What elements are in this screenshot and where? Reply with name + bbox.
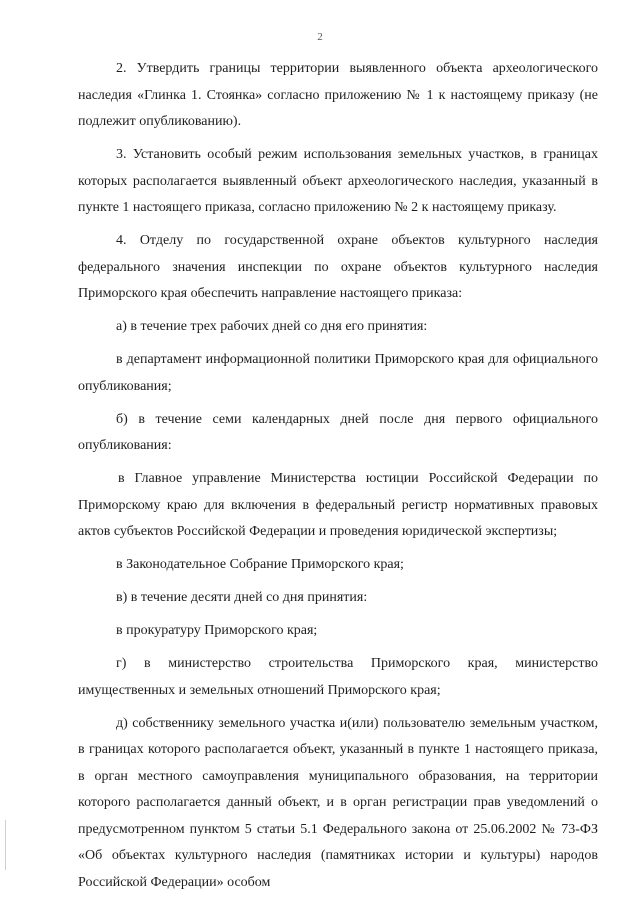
recipient-department-info-policy: в департамент информационной политики Приморского края для официального опубликования; [78, 352, 598, 394]
subitem-v: в) в течение десяти дней со дня принятия: [116, 590, 368, 605]
subitem-b: б) в течение семи календарных дней после дня первого официального опубликования: [78, 411, 598, 453]
subitem-d: д) собственнику земельного участка и(или) пользователю земельным участком, в границах которого располагается объект, указанный в пункте 1 настоящего приказа, в орган местного самоуправления муниципального образования, на территории которого располагается данный объект, и в орган регистрации прав уведомлений о предусмотренном пунктом 5 статьи 5.1 Федерального закона от 25.06.2002 № 73-ФЗ «Об объектах культурного наследия (памятниках истории и культуры) народов Российской Федерации» особом [78, 715, 598, 890]
scan-artifact-line [5, 820, 6, 870]
recipient-legislative-assembly: в Законодательное Собрание Приморского края; [116, 557, 404, 572]
recipient-prosecutor: в прокуратуру Приморского края; [116, 623, 318, 638]
recipient-ministry-justice: в Главное управление Министерства юстиции Российской Федерации по Приморскому краю для включения в федеральный регистр нормативных правовых актов субъектов Российской Федерации и проведения юридической экспертизы; [78, 471, 598, 539]
page-number: 2 [317, 31, 323, 43]
document-body [78, 56, 598, 903]
subitem-g: г) в министерство строительства Приморского края, министерство имущественных и земельных отношений Приморского края; [78, 656, 598, 698]
paragraph-item-3: 3. Установить особый режим использования земельных участков, в границах которых располагается выявленный объект археологического наследия, указанный в пункте 1 настоящего приказа, согласно приложению № 2 к настоящему приказу. [78, 147, 598, 215]
paragraph-item-2: 2. Утвердить границы территории выявленного объекта археологического наследия «Глинка 1. Стоянка» согласно приложению № 1 к настоящему приказу (не подлежит опубликованию). [78, 61, 598, 129]
subitem-a: а) в течение трех рабочих дней со дня его принятия: [116, 319, 428, 334]
paragraph-item-4: 4. Отделу по государственной охране объектов культурного наследия федерального значения инспекции по охране объектов культурного наследия Приморского края обеспечить направление настоящего приказа: [78, 233, 598, 301]
